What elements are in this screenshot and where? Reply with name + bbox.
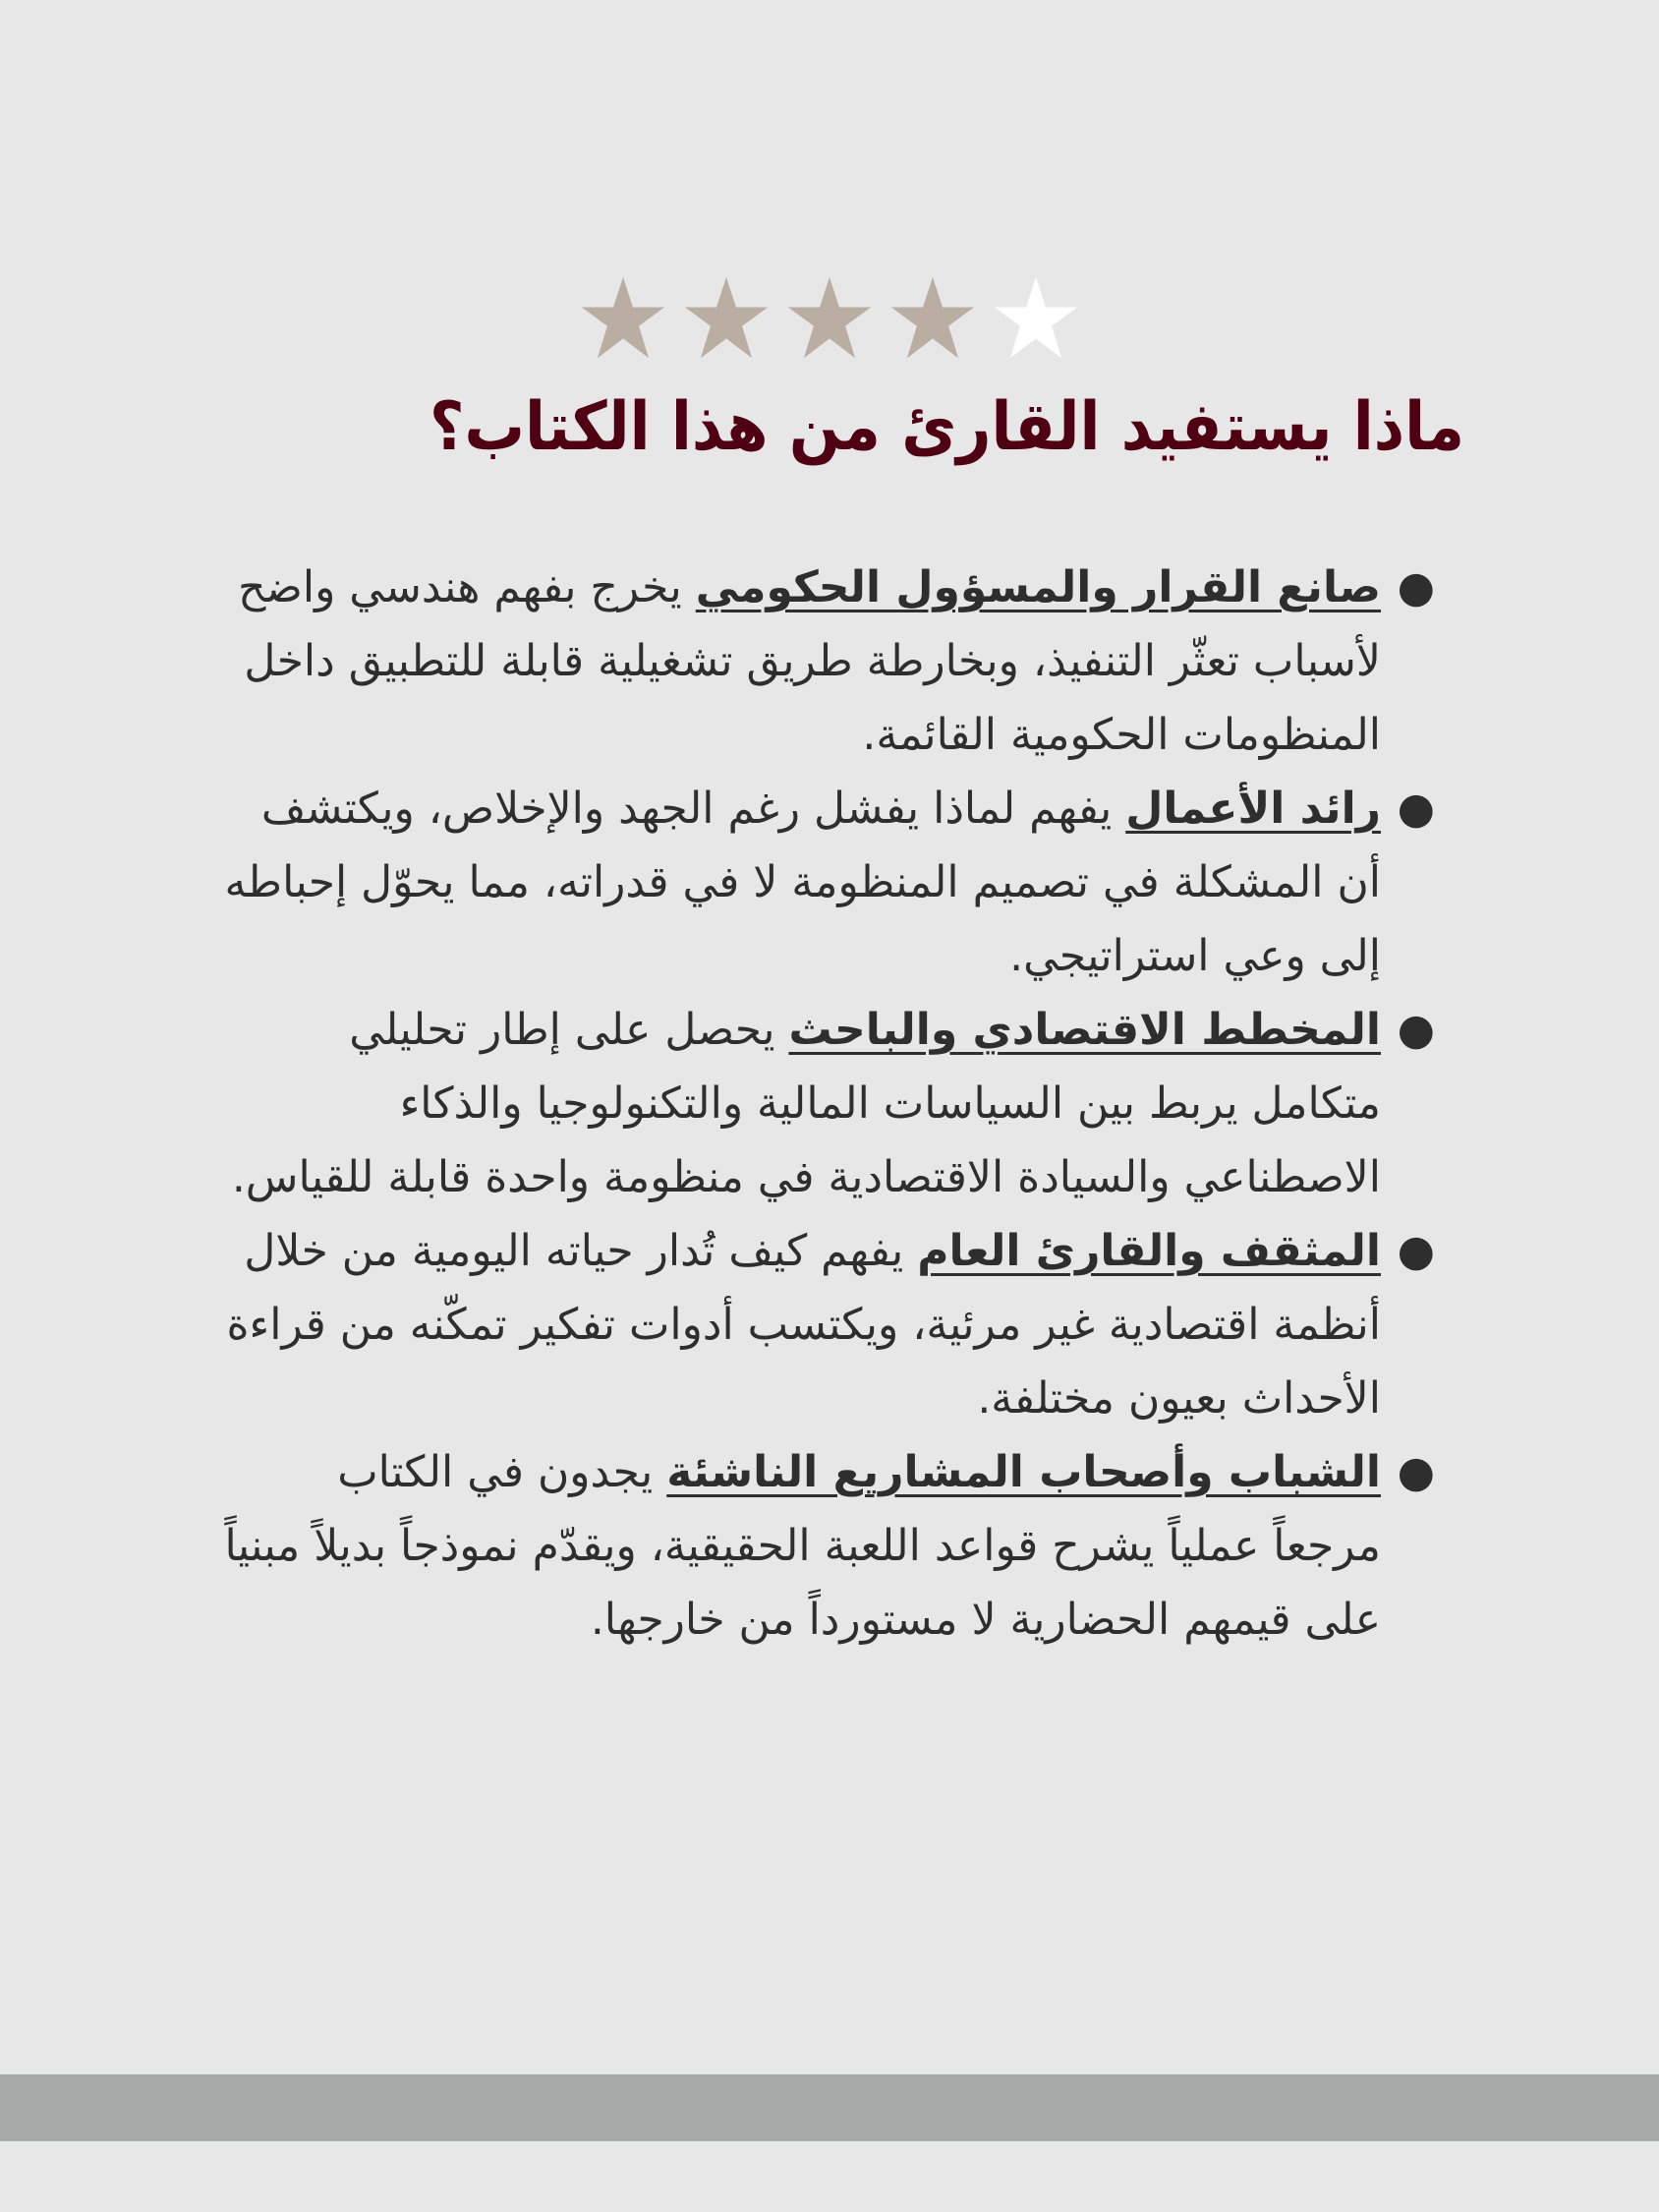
- star-rating: [578, 273, 1081, 364]
- list-item: [221, 1214, 1435, 1435]
- footer-bar: [0, 2074, 1659, 2141]
- audience-label: المخطط الاقتصادي والباحث: [788, 1005, 1381, 1055]
- list-item: [221, 1435, 1435, 1657]
- item-text: يخرج بفهم هندسي واضح لأسباب تعثّر التنفيذ، وبخارطة طريق تشغيلية قابلة للتطبيق داخل المنظومات الحكومية القائمة.: [238, 562, 1381, 760]
- audience-label: الشباب وأصحاب المشاريع الناشئة: [666, 1447, 1381, 1497]
- bullet-icon: ●: [1397, 1447, 1435, 1497]
- item-text: يحصل على إطار تحليلي متكامل يربط بين السياسات المالية والتكنولوجيا والذكاء الاصطناعي والسيادة الاقتصادية في منظومة واحدة قابلة للقياس.: [231, 1005, 1381, 1202]
- list-item: [221, 772, 1435, 993]
- star-shape: [788, 277, 871, 358]
- audience-label: صانع القرار والمسؤول الحكومي: [695, 562, 1381, 612]
- list-item: [221, 551, 1435, 772]
- audience-label: المثقف والقارئ العام: [917, 1226, 1381, 1276]
- bullet-icon: ●: [1397, 1005, 1435, 1055]
- item-text: يفهم كيف تُدار حياته اليومية من خلال أنظمة اقتصادية غير مرئية، ويكتسب أدوات تفكير تمكّنه من قراءة الأحداث بعيون مختلفة.: [226, 1226, 1381, 1424]
- item-text: يجدون في الكتاب مرجعاً عملياً يشرح قواعد اللعبة الحقيقية، ويقدّم نموذجاً بديلاً مبنياً على قيمهم الحضارية لا مستورداً من خارجها.: [224, 1447, 1381, 1645]
- page-title: ماذا يستفيد القارئ من هذا الكتاب؟: [429, 388, 1464, 466]
- benefits-list: [221, 551, 1435, 1657]
- bullet-icon: ●: [1397, 1226, 1435, 1276]
- star-icon: [784, 273, 875, 364]
- star-shape: [582, 277, 664, 358]
- list-item: [221, 993, 1435, 1214]
- star-icon: [991, 273, 1081, 364]
- item-text: يفهم لماذا يفشل رغم الجهد والإخلاص، ويكتشف أن المشكلة في تصميم المنظومة لا في قدراته، مما يحوّل إحباطه إلى وعي استراتيجي.: [224, 784, 1381, 981]
- star-icon: [578, 273, 668, 364]
- bullet-icon: ●: [1397, 784, 1435, 834]
- star-icon: [887, 273, 978, 364]
- star-shape: [685, 277, 768, 358]
- audience-label: رائد الأعمال: [1125, 784, 1381, 834]
- star-icon: [681, 273, 772, 364]
- bullet-icon: ●: [1397, 562, 1435, 612]
- star-shape: [995, 277, 1077, 358]
- star-shape: [891, 277, 974, 358]
